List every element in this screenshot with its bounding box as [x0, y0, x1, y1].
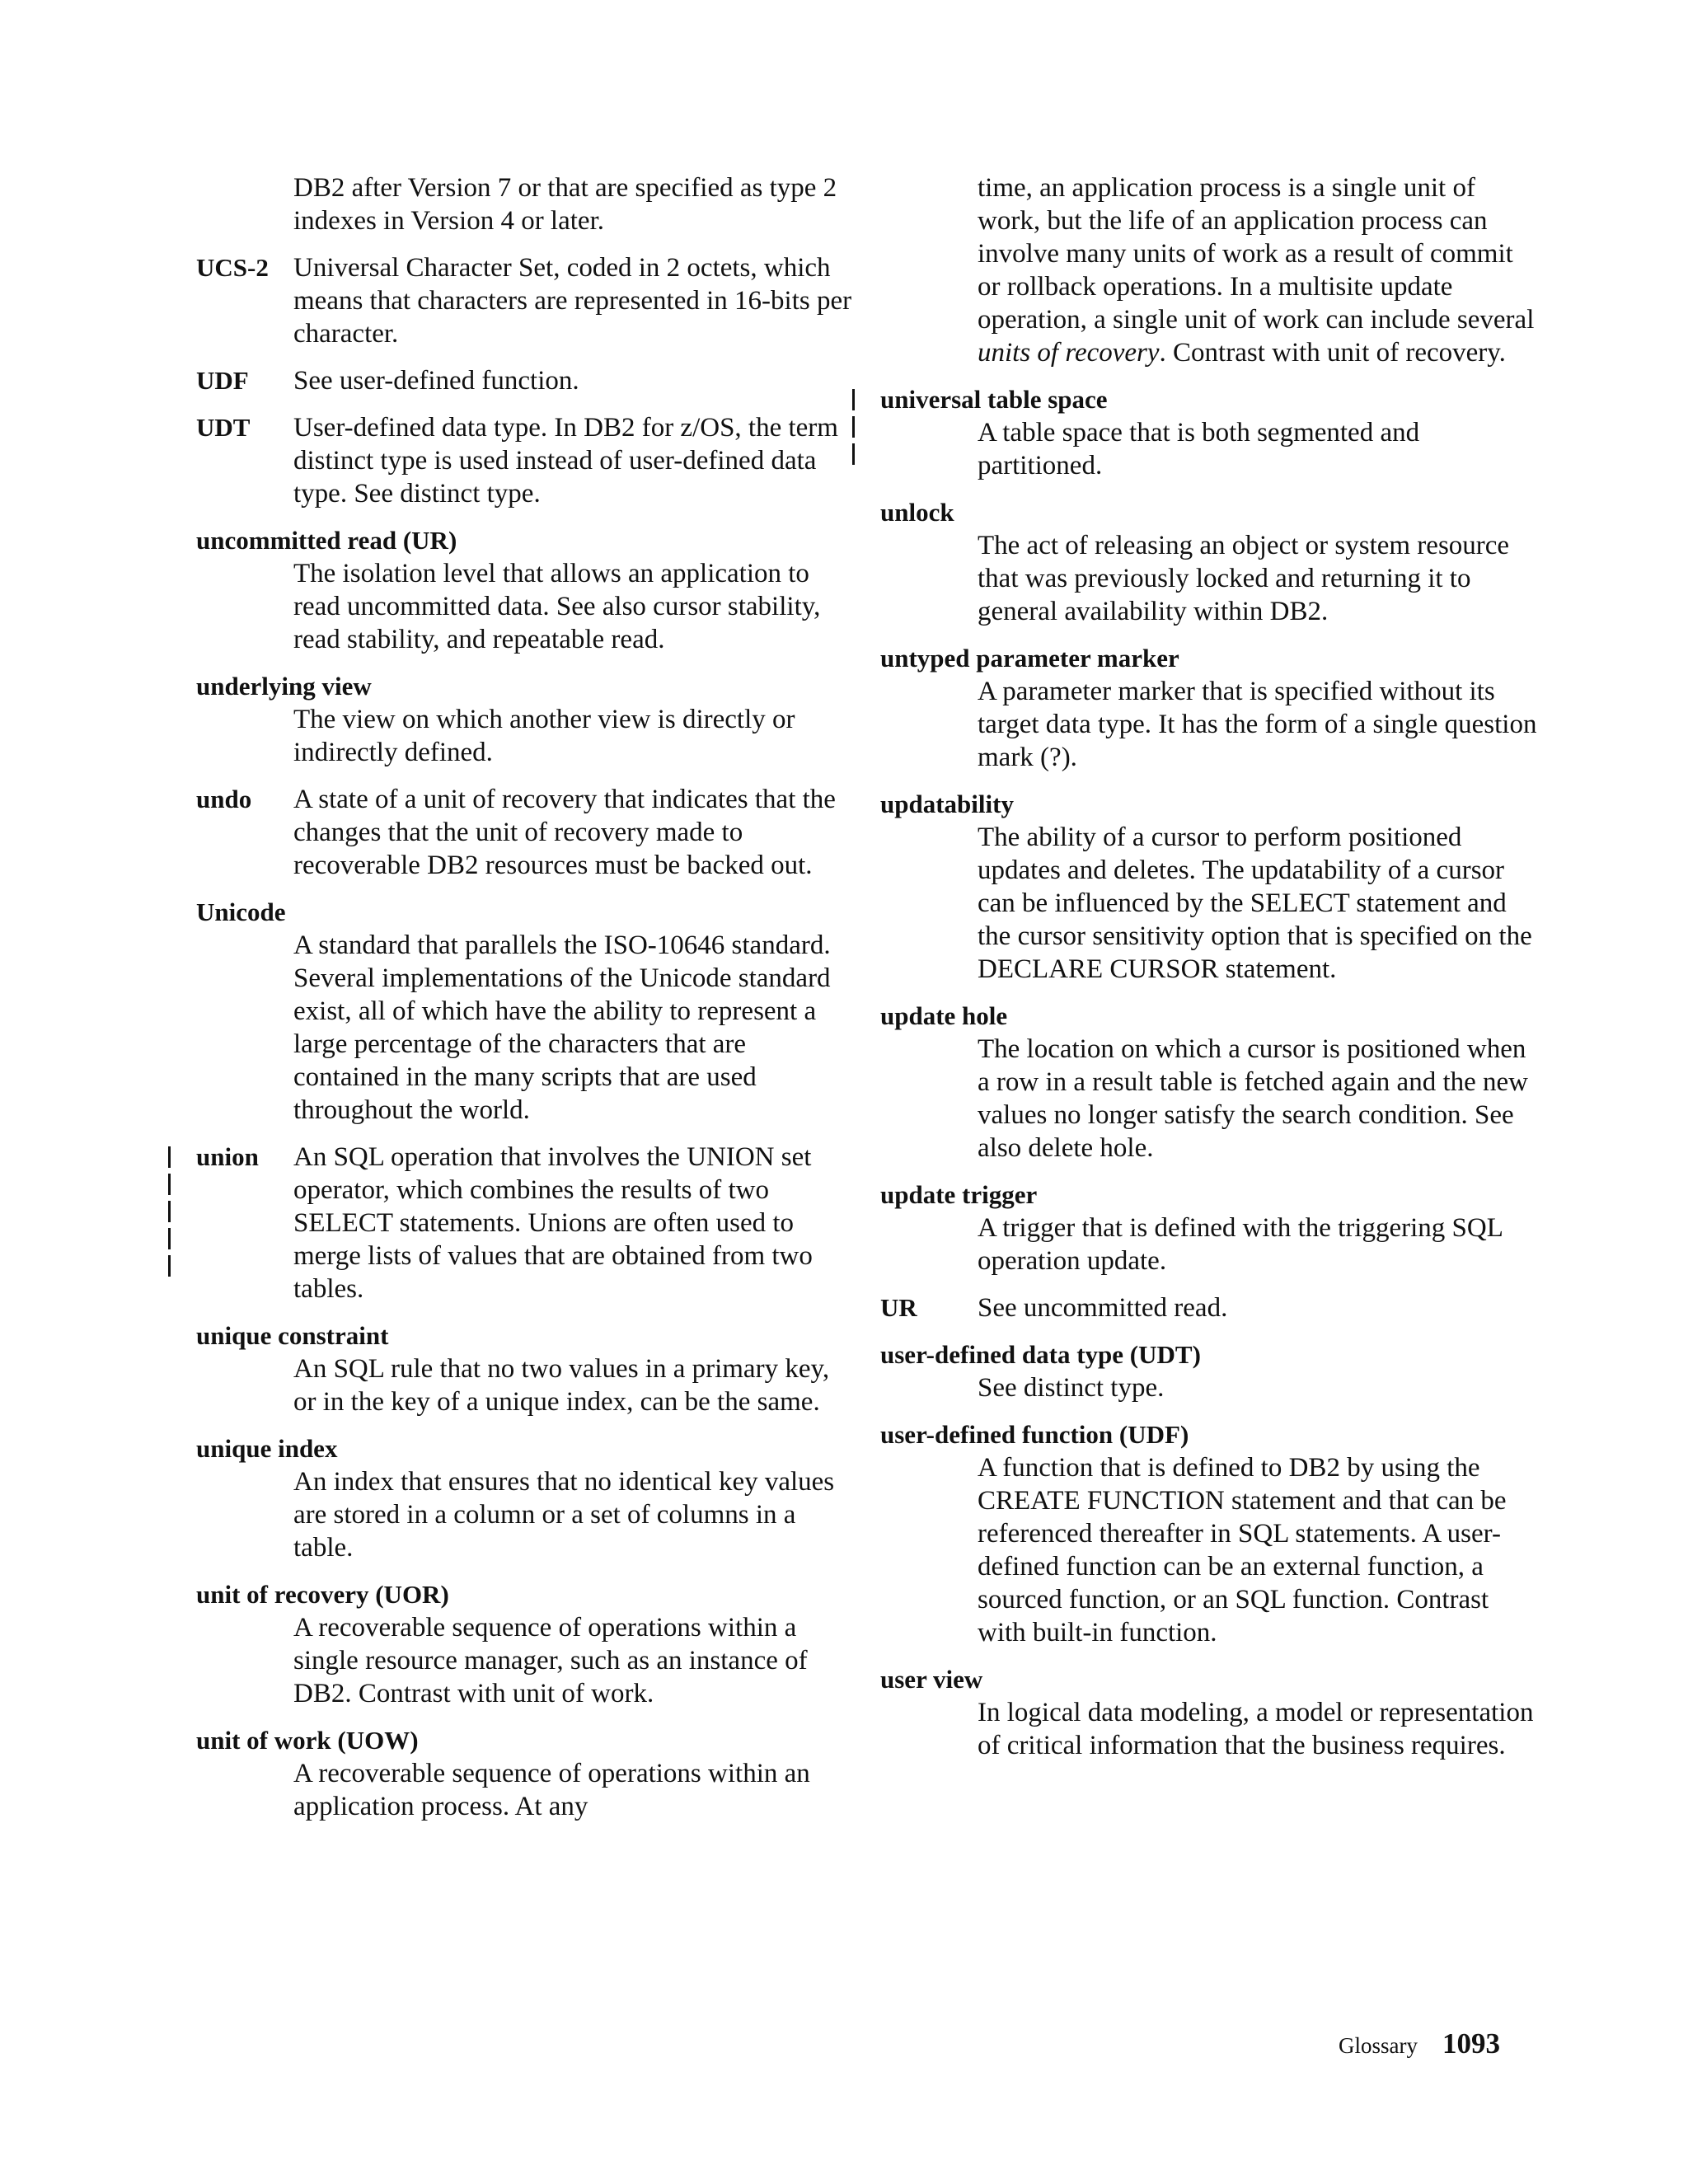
glossary-definition: An index that ensures that no identical key values are stored in a column or a set of columns in a table. — [293, 1467, 835, 1563]
glossary-entry-continuation — [196, 171, 856, 237]
glossary-term: update hole — [880, 1001, 1008, 1030]
glossary-entry-udf — [196, 364, 856, 397]
glossary-definition: A function that is defined to DB2 by using the CREATE FUNCTION statement and that can be referenced thereafter in SQL statements. A user-defined function can be an external function, a sourced function, or an SQL function. Contrast with built-in function. — [978, 1453, 1507, 1647]
glossary-entry-ur — [880, 1291, 1540, 1324]
glossary-entry-unit-of-recovery-uor — [196, 1578, 856, 1710]
glossary-term: unit of recovery (UOR) — [196, 1580, 449, 1609]
change-bar — [168, 1228, 171, 1249]
glossary-entry-underlying-view — [196, 670, 856, 769]
glossary-term: unlock — [880, 498, 954, 527]
glossary-entry-udt — [196, 411, 856, 510]
glossary-entry-updatability — [880, 788, 1540, 986]
glossary-term: updatability — [880, 790, 1014, 818]
glossary-definition: A standard that parallels the ISO-10646 standard. Several implementations of the Unicode standard exist, all of which have the ability to represent a large percentage of the characters that are contained in the many scripts that are used throughout the world. — [293, 930, 831, 1125]
glossary-definition: DB2 after Version 7 or that are specified as type 2 indexes in Version 4 or later. — [293, 173, 837, 236]
glossary-definition: Universal Character Set, coded in 2 octets, which means that characters are represented in 16-bits per character. — [293, 253, 852, 349]
glossary-term: untyped parameter marker — [880, 644, 1179, 673]
glossary-term: UCS-2 — [196, 253, 269, 282]
glossary-definition: A table space that is both segmented and partitioned. — [978, 418, 1420, 480]
change-bars — [165, 1141, 175, 1282]
glossary-definition: See distinct type. — [978, 1373, 1165, 1403]
change-bar — [168, 1201, 171, 1222]
glossary-definition: An SQL operation that involves the UNION set operator, which combines the results of two SELECT statements. Unions are often used to merge lists of values that are obtained from two tables. — [293, 1142, 813, 1304]
change-bar — [852, 443, 855, 465]
glossary-term: UR — [880, 1293, 917, 1322]
glossary-term: unique constraint — [196, 1321, 389, 1350]
glossary-term: unit of work (UOW) — [196, 1726, 419, 1755]
glossary-entry-uncommitted-read-ur — [196, 524, 856, 656]
definition-text: time, an application process is a single unit of work, but the life of an application process can involve many units of work as a result of commit or rollback operations. In a multisite update operation, a single unit of work can include several — [978, 173, 1535, 335]
glossary-entry-user-defined-function-udf — [880, 1418, 1540, 1649]
change-bar — [168, 1174, 171, 1195]
glossary-entry-unique-index — [196, 1432, 856, 1564]
glossary-definition: The ability of a cursor to perform positioned updates and deletes. The updatability of a cursor can be influenced by the SELECT statement and the cursor sensitivity option that is specified on the DECLARE CURSOR statement. — [978, 823, 1532, 984]
glossary-term: union — [196, 1142, 259, 1171]
glossary-column-right — [880, 171, 1540, 1776]
footer-section-label: Glossary — [1339, 2033, 1418, 2058]
glossary-entry-unlock — [880, 496, 1540, 628]
emphasized-text: units of recovery — [978, 338, 1160, 368]
glossary-definition: A recoverable sequence of operations within an application process. At any — [293, 1759, 810, 1821]
glossary-entry-unicode — [196, 896, 856, 1127]
glossary-definition: The view on which another view is directly or indirectly defined. — [293, 705, 795, 767]
glossary-term: undo — [196, 785, 252, 813]
glossary-entry-ucs-2 — [196, 251, 856, 350]
glossary-term: user-defined function (UDF) — [880, 1420, 1189, 1449]
change-bars — [849, 383, 859, 471]
glossary-definition: A recoverable sequence of operations within a single resource manager, such as an instance of DB2. Contrast with unit of work. — [293, 1613, 808, 1708]
glossary-definition: A state of a unit of recovery that indicates that the changes that the unit of recovery made to recoverable DB2 resources must be backed out. — [293, 785, 836, 880]
glossary-definition: A trigger that is defined with the triggering SQL operation update. — [978, 1213, 1503, 1276]
glossary-term: underlying view — [196, 672, 372, 701]
glossary-entry-user-view — [880, 1663, 1540, 1762]
glossary-column-left — [196, 171, 856, 1837]
page-footer — [1339, 2027, 1500, 2060]
definition-text: . Contrast with unit of recovery. — [1159, 338, 1506, 368]
glossary-entry-unique-constraint — [196, 1319, 856, 1418]
change-bar — [852, 416, 855, 438]
glossary-definition: The act of releasing an object or system resource that was previously locked and returning it to general availability within DB2. — [978, 531, 1510, 626]
glossary-term: universal table space — [880, 385, 1108, 414]
glossary-term: Unicode — [196, 898, 286, 926]
glossary-term: update trigger — [880, 1180, 1038, 1209]
glossary-entry-continuation — [880, 171, 1540, 369]
glossary-entry-update-hole — [880, 1000, 1540, 1165]
glossary-entry-untyped-parameter-marker — [880, 642, 1540, 774]
glossary-term: uncommitted read (UR) — [196, 526, 457, 555]
glossary-definition: In logical data modeling, a model or representation of critical information that the business requires. — [978, 1698, 1534, 1760]
page-number: 1093 — [1442, 2027, 1500, 2060]
glossary-term: UDF — [196, 366, 249, 395]
glossary-term: user view — [880, 1665, 983, 1694]
glossary-definition — [880, 171, 1540, 369]
glossary-term: UDT — [196, 413, 251, 442]
glossary-entry-universal-table-space — [880, 383, 1540, 482]
glossary-entry-undo — [196, 783, 856, 882]
glossary-definition: See uncommitted read. — [978, 1293, 1228, 1323]
change-bar — [168, 1146, 171, 1168]
glossary-entry-update-trigger — [880, 1179, 1540, 1277]
glossary-definition: The isolation level that allows an application to read uncommitted data. See also cursor stability, read stability, and repeatable read. — [293, 559, 821, 654]
glossary-definition: See user-defined function. — [293, 366, 579, 396]
glossary-entry-user-defined-data-type-udt — [880, 1338, 1540, 1404]
glossary-definition: An SQL rule that no two values in a primary key, or in the key of a unique index, can be the same. — [293, 1354, 830, 1417]
glossary-definition: The location on which a cursor is positioned when a row in a result table is fetched again and the new values no longer satisfy the search condition. See also delete hole. — [978, 1034, 1528, 1163]
glossary-term: user-defined data type (UDT) — [880, 1340, 1201, 1369]
glossary-entry-unit-of-work-uow — [196, 1724, 856, 1823]
change-bar — [852, 389, 855, 410]
glossary-definition: A parameter marker that is specified without its target data type. It has the form of a single question mark (?). — [978, 677, 1537, 772]
glossary-definition: User-defined data type. In DB2 for z/OS, the term distinct type is used instead of user-defined data type. See distinct type. — [293, 413, 838, 509]
change-bar — [168, 1255, 171, 1277]
glossary-term: unique index — [196, 1434, 338, 1463]
glossary-entry-union — [196, 1141, 856, 1305]
